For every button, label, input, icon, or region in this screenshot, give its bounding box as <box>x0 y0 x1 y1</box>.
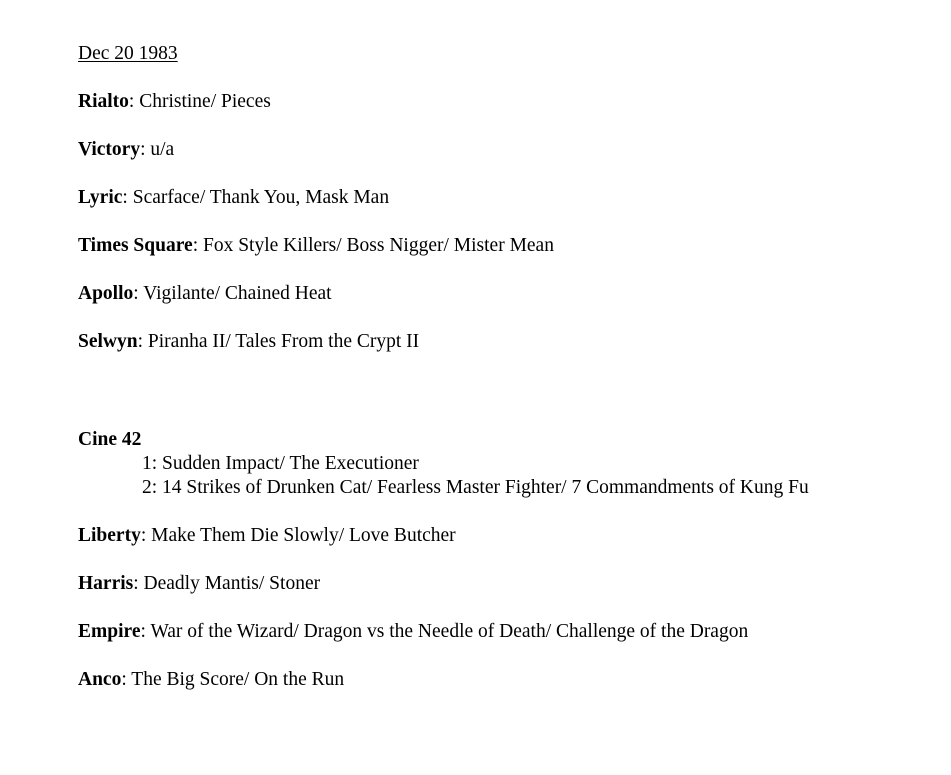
venue-separator: : <box>121 669 132 690</box>
venue-separator: : <box>122 187 133 208</box>
venue-separator: : <box>137 331 148 352</box>
venue-name: Selwyn <box>78 331 138 352</box>
venue-name: Rialto <box>78 91 129 112</box>
listing-victory <box>78 138 174 162</box>
venue-separator: : <box>140 621 151 642</box>
film-titles: Fox Style Killers/ Boss Nigger/ Mister Mean <box>202 235 554 256</box>
venue-cine-42: Cine 42 <box>78 429 142 450</box>
listing-liberty <box>78 524 456 548</box>
listing-selwyn <box>78 330 419 354</box>
venue-separator: : <box>133 283 144 304</box>
cine-42-screen-2: 2: 14 Strikes of Drunken Cat/ Fearless Master Fighter/ 7 Commandments of Kung Fu <box>142 477 809 498</box>
venue-name: Harris <box>78 573 134 594</box>
venue-separator: : <box>192 235 203 256</box>
listing-anco <box>78 668 344 692</box>
film-titles: Vigilante/ Chained Heat <box>143 283 332 304</box>
film-titles: Make Them Die Slowly/ Love Butcher <box>151 525 456 546</box>
venue-name: Lyric <box>78 187 123 208</box>
listing-empire <box>78 620 748 644</box>
venue-name: Anco <box>78 669 122 690</box>
film-titles: The Big Score/ On the Run <box>131 669 345 690</box>
venue-separator: : <box>140 525 152 546</box>
film-titles: Scarface/ Thank You, Mask Man <box>132 187 390 208</box>
document-date: Dec 20 1983 <box>78 43 178 64</box>
film-titles: Piranha II/ Tales From the Crypt II <box>147 331 420 352</box>
film-titles: War of the Wizard/ Dragon vs the Needle of Death/ Challenge of the Dragon <box>150 621 749 642</box>
venue-name: Liberty <box>78 525 141 546</box>
venue-name: Times Square <box>78 235 193 256</box>
film-titles: Deadly Mantis/ Stoner <box>143 573 321 594</box>
listing-apollo <box>78 282 332 306</box>
venue-name: Victory <box>78 139 141 160</box>
listing-lyric <box>78 186 389 210</box>
cine-42-screen-1: 1: Sudden Impact/ The Executioner <box>142 453 419 474</box>
venue-separator: : <box>133 573 144 594</box>
listing-harris <box>78 572 320 596</box>
venue-separator: : <box>128 91 140 112</box>
film-titles: u/a <box>150 139 175 160</box>
listing-rialto <box>78 90 271 114</box>
venue-name: Empire <box>78 621 141 642</box>
venue-name: Apollo <box>78 283 134 304</box>
listing-times-square <box>78 234 554 258</box>
venue-separator: : <box>140 139 151 160</box>
film-titles: Christine/ Pieces <box>139 91 271 112</box>
